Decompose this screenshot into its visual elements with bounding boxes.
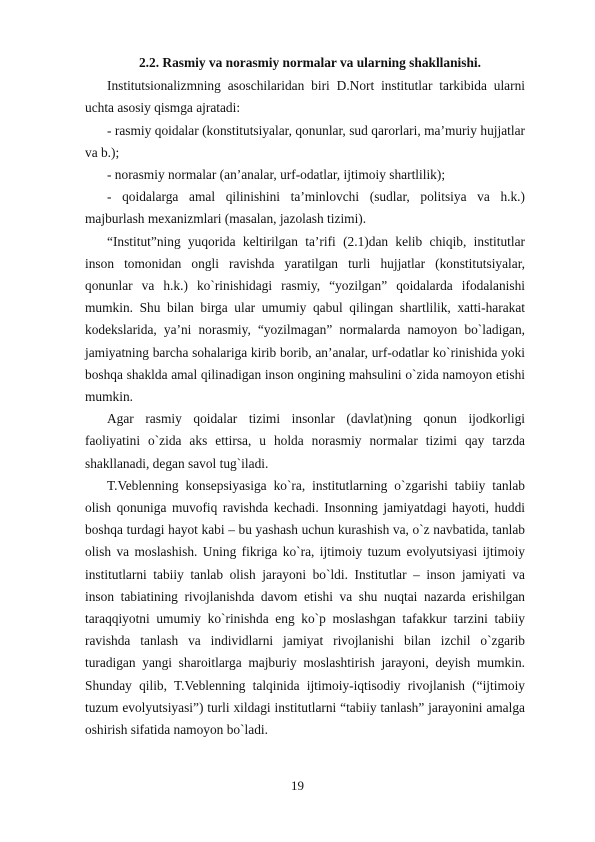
paragraph-question: Agar rasmiy qoidalar tizimi insonlar (davlat)ning qonun ijodkorligi faoliyatini o`zida aks ettirsa, u holda norasmiy normalar tizimi qay tarzda shakllanadi, degan savol tug`iladi. (85, 411, 525, 471)
paragraph-veblen: T.Veblenning konsepsiyasiga ko`ra, institutlarning o`zgarishi tabiiy tanlab olish qonuniga muvofiq ravishda kechadi. Insonning jamiyatdagi hayoti, huddi boshqa turdagi hayot kabi – bu yashash uchun kurashish va, o`z navbatida, tanlab olish va moslashish. Uning fikriga ko`ra, ijtimoiy tuzum evolyutsiyasi ijtimoiy institutlarni tabiiy tanlab olish jarayoni bo`ldi. Institutlar – inson jamiyati va inson tabiatining rivojlanishda davom etishi va shu nuqtai nazarda erishilgan taraqqiyotni umumiy ko`rinishda eng ko`p moslashgan tafakkur tarzini tabiiy ravishda tanlash va individlarni jamiyat rivojlanishi bilan izchil o`zgarib turadigan yangi sharoitlarga majburiy moslashtirish jarayoni, deyish mumkin. Shunday qilib, T.Veblenning talqinida ijtimoiy-iqtisodiy rivojlanish (“ijtimoiy tuzum evolyutsiyasi”) turli xildagi institutlarni “tabiiy tanlash” jarayonini amalga oshirish sifatida namoyon bo`ladi. (85, 477, 525, 738)
document-page (85, 52, 525, 741)
section-heading: 2.2. Rasmiy va norasmiy normalar va ularning shakllanishi. (138, 55, 481, 70)
list-item-formal-rules: - rasmiy qoidalar (konstitutsiyalar, qonunlar, sud qarorlari, ma’muriy hujjatlar va b.); (85, 122, 525, 160)
paragraph-intro: Institutsionalizmning asoschilaridan biri D.Nort institutlar tarkibida ularni uchta asosiy qismga ajratadi: (85, 78, 525, 116)
list-item-enforcement: - qoidalarga amal qilinishini ta’minlovchi (sudlar, politsiya va h.k.) majburlash mexanizmlari (masalan, jazolash tizimi). (85, 189, 525, 227)
paragraph-institut-definition: “Institut”ning yuqorida keltirilgan ta’rifi (2.1)dan kelib chiqib, institutlar inson tomonidan ongli ravishda yaratilgan turli hujjatlar (konstitutsiyalar, qonunlar va h.k.) ko`rinishidagi rasmiy, “yozilgan” qoidalarda ifodalanishi mumkin. Shu bilan birga ular umumiy qabul qilingan shartlilik, xatti-harakat kodekslarida, ya’ni norasmiy, “yozilmagan” normalarda namoyon bo`ladigan, jamiyatning barcha sohalariga kirib borib, an’analar, urf-odatlar ko`rinishida yoki boshqa shaklda amal qilinadigan inson ongining mahsulini o`zida namoyon etishi mumkin. (85, 233, 525, 405)
list-item-informal-norms: - norasmiy normalar (an’analar, urf-odatlar, ijtimoiy shartlilik); (107, 167, 446, 183)
page-number: 19 (291, 778, 304, 793)
